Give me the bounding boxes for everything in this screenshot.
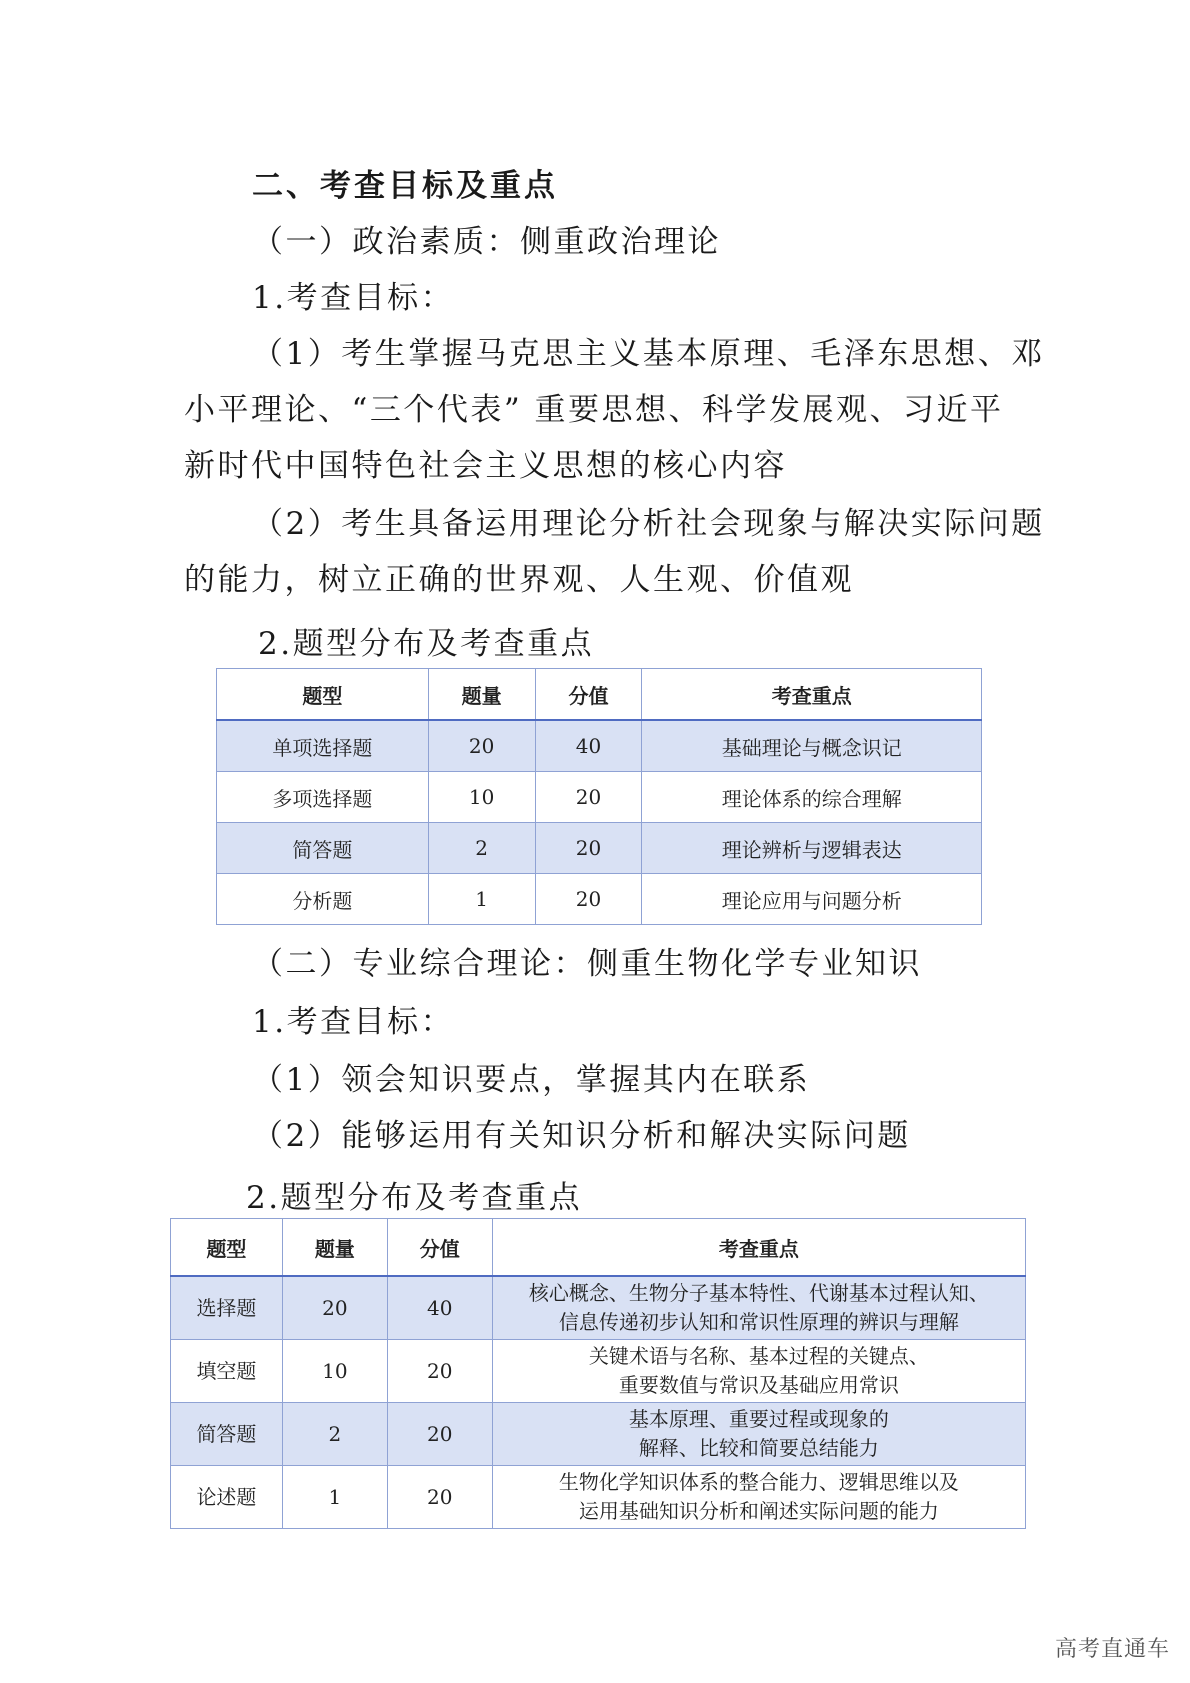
header-focus: 考查重点 [642,669,982,721]
cell-focus-line2: 重要数值与常识及基础应用常识 [618,1373,899,1397]
cell-score: 20 [535,772,642,823]
cell-focus [492,1276,1025,1340]
professional-dist-label: 2.题型分布及考查重点 [246,1180,583,1216]
politics-goal1-line1: （1）考生掌握马克思主义基本原理、毛泽东思想、邓 [252,336,1045,372]
politics-goal2-line2: 的能力，树立正确的世界观、人生观、价值观 [184,562,854,598]
cell-focus: 基础理论与概念识记 [642,720,982,772]
cell-count: 10 [282,1340,387,1403]
politics-goal1-line2: 小平理论、“三个代表” 重要思想、科学发展观、习近平 [184,392,1004,428]
politics-subtitle: （一）政治素质：侧重政治理论 [252,224,721,260]
cell-count: 1 [428,874,535,925]
cell-focus-line1: 关键术语与名称、基本过程的关键点、 [588,1344,929,1368]
cell-type: 填空题 [171,1340,283,1403]
politics-table [216,668,982,925]
professional-goal2: （2）能够运用有关知识分析和解决实际问题 [252,1118,911,1154]
professional-table [170,1218,1026,1529]
table-row [171,1340,1026,1403]
cell-count: 1 [282,1466,387,1529]
cell-type: 简答题 [171,1403,283,1466]
header-score: 分值 [387,1219,492,1277]
cell-score: 20 [535,823,642,874]
table-header-row [217,669,982,721]
cell-count: 20 [428,720,535,772]
cell-focus-line2: 解释、比较和简要总结能力 [638,1436,879,1460]
header-type: 题型 [217,669,429,721]
cell-count: 2 [282,1403,387,1466]
header-count: 题量 [428,669,535,721]
cell-focus-line1: 基本原理、重要过程或现象的 [628,1407,889,1431]
cell-focus: 理论辨析与逻辑表达 [642,823,982,874]
table-row [171,1276,1026,1340]
cell-focus: 理论体系的综合理解 [642,772,982,823]
cell-count: 10 [428,772,535,823]
table-row [171,1466,1026,1529]
cell-type: 论述题 [171,1466,283,1529]
cell-focus: 理论应用与问题分析 [642,874,982,925]
cell-count: 20 [282,1276,387,1340]
table-row [217,823,982,874]
watermark: 高考直通车 [1054,1637,1170,1662]
politics-goal-label: 1.考查目标： [252,280,455,316]
cell-type: 选择题 [171,1276,283,1340]
table-row [217,772,982,823]
cell-focus-line2: 运用基础知识分析和阐述实际问题的能力 [578,1499,939,1523]
cell-score: 20 [387,1466,492,1529]
section-title: 二、考查目标及重点 [252,168,558,204]
cell-count: 2 [428,823,535,874]
professional-goal-label: 1.考查目标： [252,1004,455,1040]
cell-score: 40 [387,1276,492,1340]
cell-score: 20 [387,1403,492,1466]
cell-focus-line1: 核心概念、生物分子基本特性、代谢基本过程认知、 [528,1281,989,1305]
cell-focus [492,1466,1025,1529]
table-row [217,874,982,925]
politics-goal1-line3: 新时代中国特色社会主义思想的核心内容 [184,448,787,484]
cell-type: 单项选择题 [217,720,429,772]
cell-type: 分析题 [217,874,429,925]
professional-subtitle: （二）专业综合理论：侧重生物化学专业知识 [252,946,922,982]
header-score: 分值 [535,669,642,721]
cell-focus-line2: 信息传递初步认知和常识性原理的辨识与理解 [558,1310,959,1334]
header-type: 题型 [171,1219,283,1277]
cell-score: 20 [387,1340,492,1403]
professional-goal1: （1）领会知识要点，掌握其内在联系 [252,1062,811,1098]
politics-dist-label: 2.题型分布及考查重点 [258,626,595,662]
table-row [171,1403,1026,1466]
cell-score: 20 [535,874,642,925]
header-count: 题量 [282,1219,387,1277]
cell-type: 简答题 [217,823,429,874]
cell-focus [492,1340,1025,1403]
header-focus: 考查重点 [492,1219,1025,1277]
politics-goal2-line1: （2）考生具备运用理论分析社会现象与解决实际问题 [252,506,1045,542]
cell-type: 多项选择题 [217,772,429,823]
table-row [217,720,982,772]
cell-score: 40 [535,720,642,772]
table-header-row [171,1219,1026,1277]
cell-focus [492,1403,1025,1466]
cell-focus-line1: 生物化学知识体系的整合能力、逻辑思维以及 [558,1470,959,1494]
